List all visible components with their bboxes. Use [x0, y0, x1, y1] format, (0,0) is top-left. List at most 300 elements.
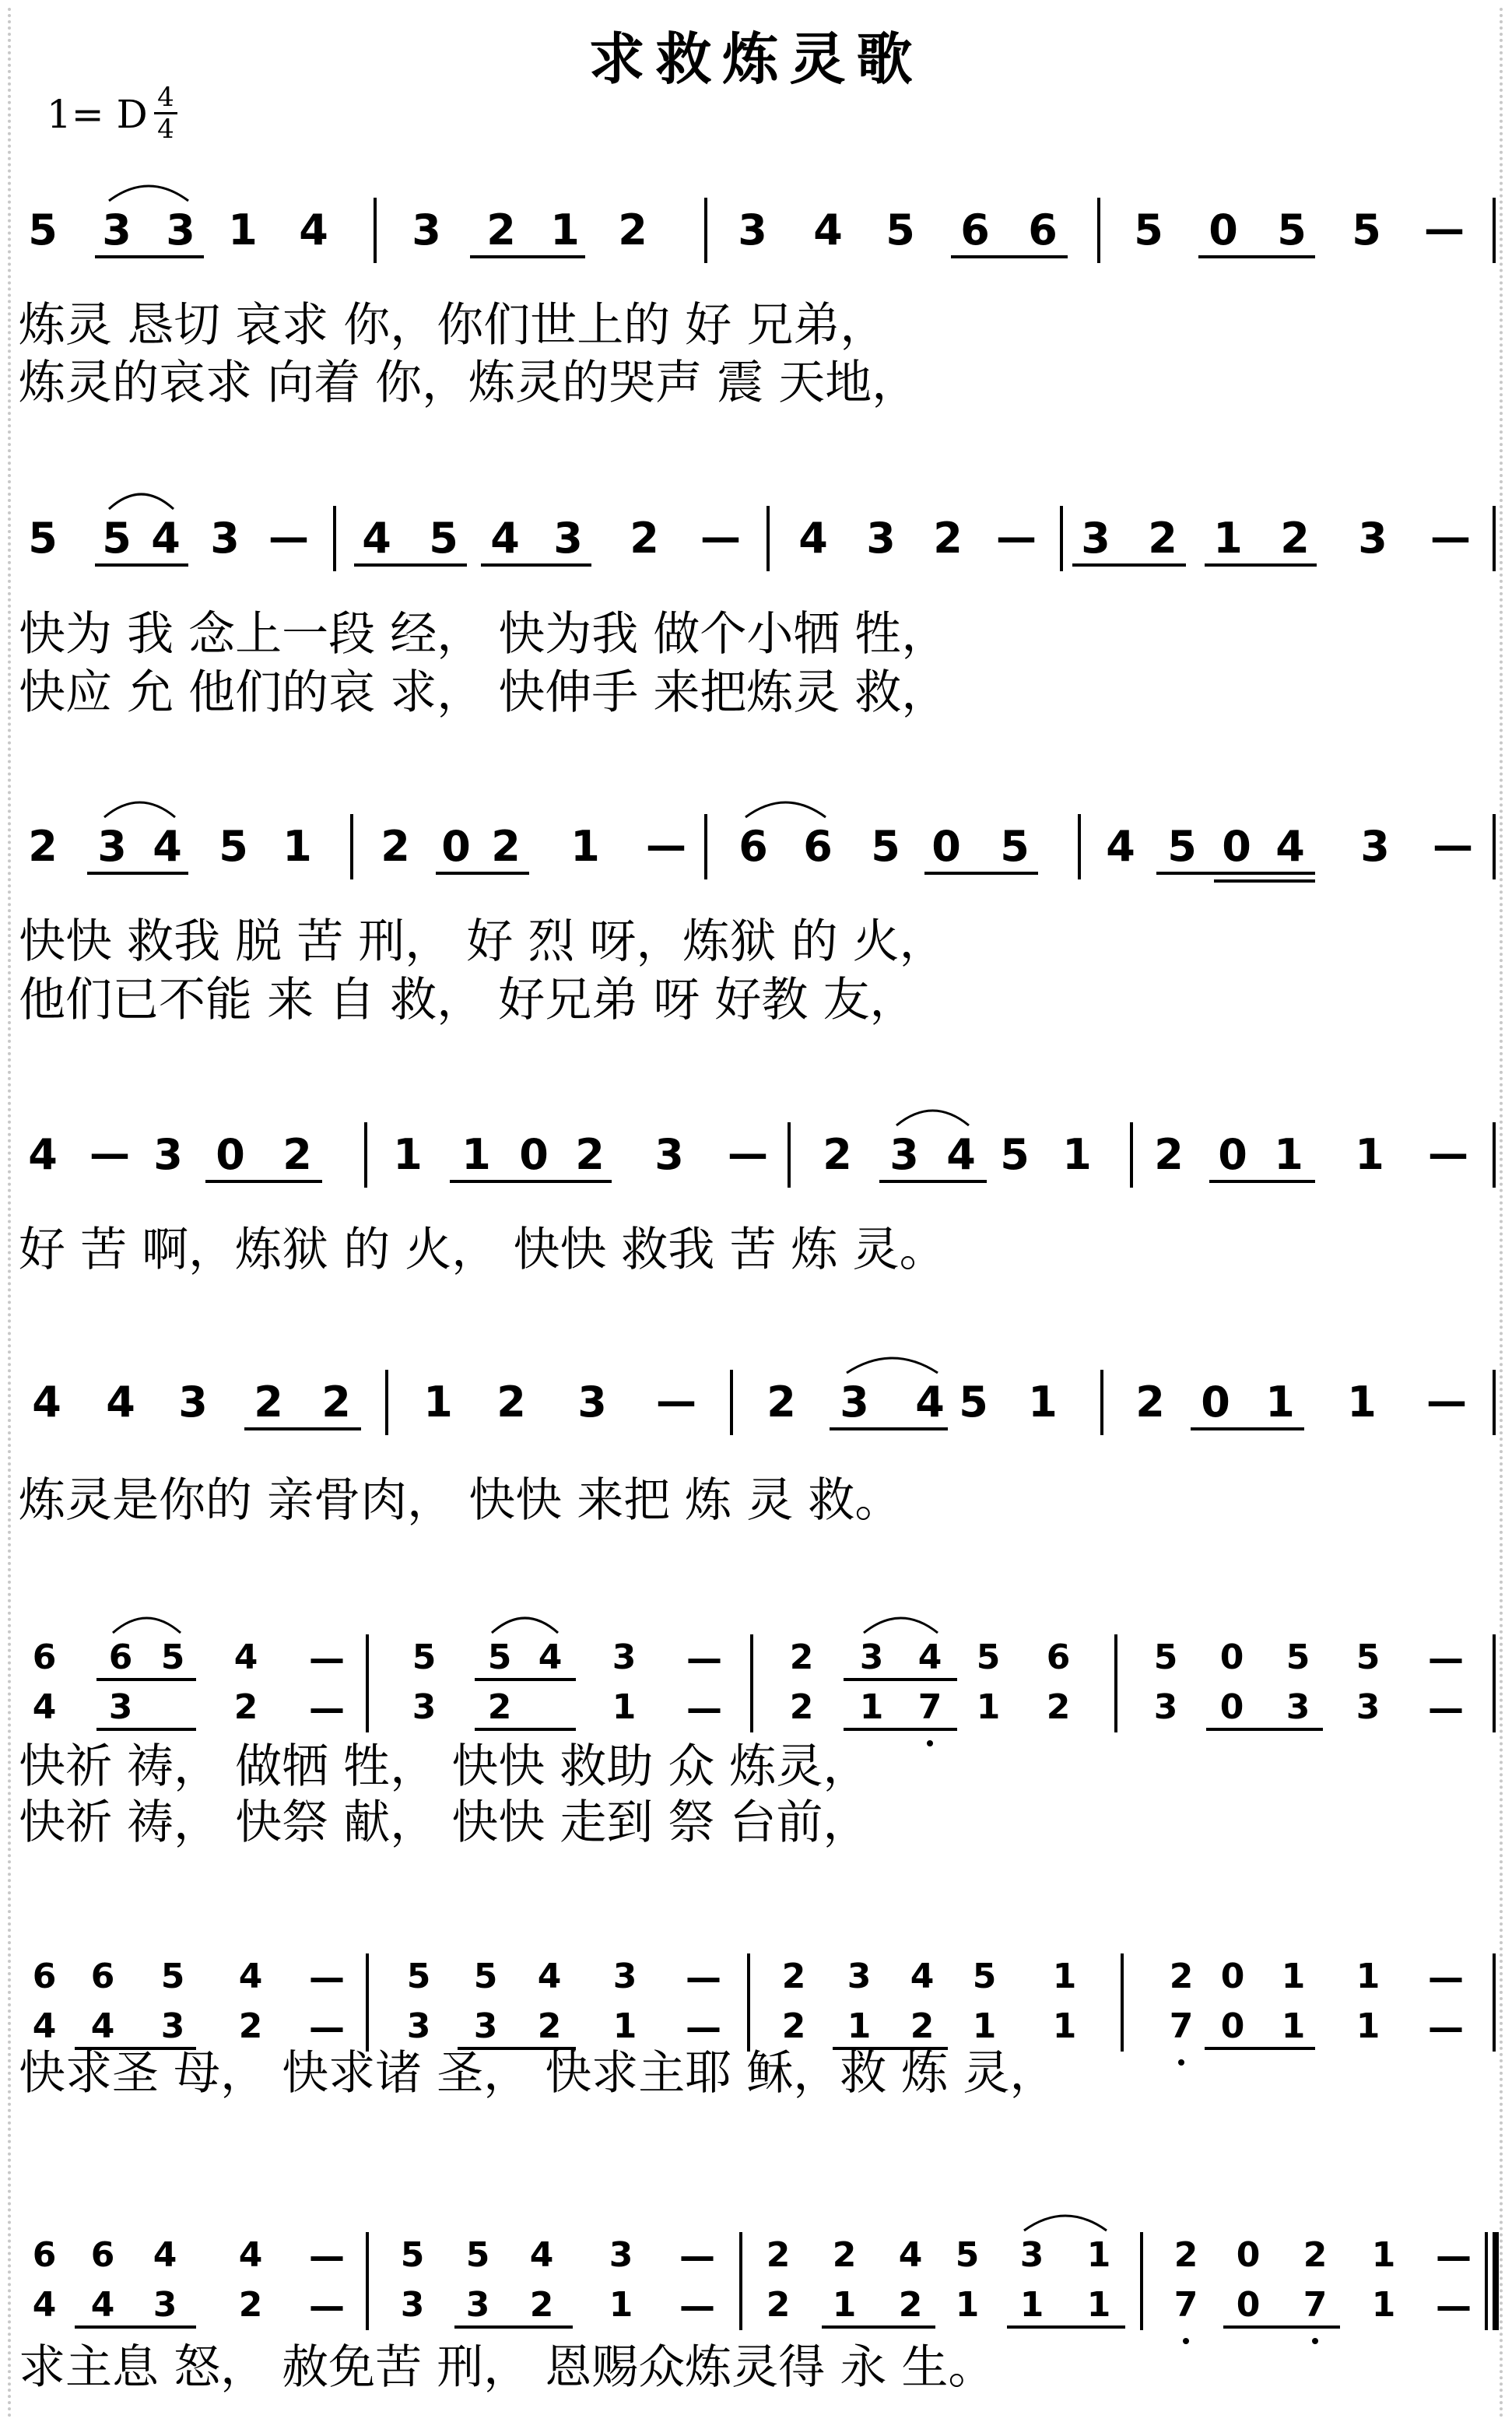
- note: 2: [381, 822, 410, 871]
- octave-dot: [927, 1740, 933, 1746]
- note-lower: 2: [789, 1687, 814, 1727]
- note-lower: —: [1428, 2006, 1464, 2048]
- note-upper: 3: [859, 1637, 884, 1677]
- note: 3: [577, 1378, 607, 1427]
- note-lower: 2: [898, 2285, 923, 2325]
- barline: [385, 1370, 388, 1435]
- note-upper: —: [309, 1637, 345, 1680]
- note-lower: 1: [832, 2285, 857, 2325]
- note-upper: 3: [847, 1957, 872, 1996]
- beam-underline: [95, 255, 204, 258]
- note: 2: [767, 1378, 796, 1427]
- note: 5: [1352, 205, 1381, 254]
- barline: [366, 1634, 369, 1732]
- note: 3: [412, 205, 441, 254]
- note-lower: 1: [1019, 2285, 1044, 2325]
- note-upper: 1: [1086, 2235, 1111, 2275]
- note-lower: 3: [406, 2006, 431, 2046]
- note: 3: [1081, 514, 1110, 563]
- note-upper: 2: [781, 1957, 806, 1996]
- note-upper: 3: [1019, 2235, 1044, 2275]
- note-lower: 0: [1220, 2006, 1245, 2046]
- note-upper: 3: [609, 2235, 633, 2275]
- note: 4: [490, 514, 520, 563]
- note-lower: 1: [847, 2006, 872, 2046]
- note: 5: [28, 205, 58, 254]
- time-top: 4: [157, 82, 174, 113]
- note: 1: [1213, 514, 1243, 563]
- beam-underline: [96, 1678, 196, 1681]
- note-upper: 0: [1236, 2235, 1261, 2275]
- lyric-line: 炼灵的哀求 向着 你，炼灵的哭声 震 天地，: [19, 356, 919, 410]
- note: 2: [1135, 1378, 1165, 1427]
- note: 2: [1148, 514, 1177, 563]
- note: —: [268, 514, 309, 561]
- note-lower: 2: [487, 1687, 512, 1727]
- note: 2: [575, 1130, 605, 1179]
- note: 4: [106, 1378, 135, 1427]
- note: —: [1424, 206, 1465, 253]
- note-upper: 5: [1356, 1637, 1380, 1677]
- note-lower: 3: [465, 2285, 490, 2325]
- song-title: 求救炼灵歌: [588, 26, 924, 92]
- note: 5: [1134, 205, 1163, 254]
- beam-underline: [470, 255, 585, 258]
- note: 2: [282, 1130, 312, 1179]
- note-upper: 5: [412, 1637, 437, 1677]
- note-upper: 6: [90, 2235, 115, 2275]
- note: 2: [486, 205, 516, 254]
- note-lower: 2: [781, 2006, 806, 2046]
- barline: [1493, 1122, 1496, 1188]
- note-lower: 1: [1356, 2006, 1380, 2046]
- note-lower: —: [1428, 1687, 1464, 1729]
- note: 1: [1355, 1130, 1384, 1179]
- note: 5: [1000, 822, 1030, 871]
- note-upper: 1: [1281, 1957, 1306, 1996]
- barline: [1078, 814, 1081, 879]
- note-upper: 6: [32, 1637, 57, 1677]
- note-upper: 5: [1286, 1637, 1310, 1677]
- barline: [1493, 814, 1496, 879]
- note-lower: 1: [1281, 2006, 1306, 2046]
- note: 5: [1000, 1130, 1030, 1179]
- note: 1: [1028, 1378, 1058, 1427]
- barline: [364, 1122, 367, 1188]
- note: 1: [1347, 1378, 1377, 1427]
- note-upper: 6: [108, 1637, 133, 1677]
- beam-underline: [205, 1180, 322, 1183]
- note: 4: [1106, 822, 1135, 871]
- beam-underline: [1214, 879, 1315, 883]
- note-upper: 4: [910, 1957, 935, 1996]
- note-upper: 1: [1371, 2235, 1396, 2275]
- note: 3: [840, 1378, 869, 1427]
- barline: [366, 2232, 369, 2330]
- lyric-line: 快应 允 他们的哀 求， 快伸手 来把炼灵 救，: [19, 665, 949, 720]
- note-upper: —: [1428, 1957, 1464, 1999]
- note-lower: 2: [233, 1687, 258, 1727]
- note: 4: [813, 205, 843, 254]
- beam-underline: [1007, 2325, 1125, 2329]
- note-lower: 1: [612, 1687, 637, 1727]
- note-lower: 1: [609, 2285, 633, 2325]
- note: 3: [210, 514, 240, 563]
- note-lower: 3: [1356, 1687, 1380, 1727]
- barline: [1121, 1953, 1124, 2052]
- note: —: [656, 1378, 696, 1425]
- note-upper: 5: [976, 1637, 1001, 1677]
- note-upper: 4: [917, 1637, 942, 1677]
- note-lower: —: [1436, 2285, 1472, 2327]
- note: —: [700, 514, 741, 561]
- beam-underline: [354, 563, 467, 567]
- barline: [1130, 1122, 1133, 1188]
- note-upper: 4: [153, 2235, 177, 2275]
- note-lower: —: [309, 2006, 345, 2048]
- note: 5: [1167, 822, 1197, 871]
- beam-underline: [1156, 872, 1315, 875]
- note: —: [646, 823, 686, 869]
- note: 4: [798, 514, 828, 563]
- note: 4: [1275, 822, 1305, 871]
- note: 5: [959, 1378, 988, 1427]
- barline: [747, 1953, 750, 2052]
- final-barline: [1496, 2232, 1499, 2330]
- note: 0: [1209, 205, 1238, 254]
- note: 0: [441, 822, 471, 871]
- note: 3: [102, 205, 132, 254]
- note: 4: [362, 514, 391, 563]
- note: 1: [550, 205, 580, 254]
- note: —: [89, 1131, 130, 1178]
- note: 3: [866, 514, 896, 563]
- beam-underline: [95, 563, 188, 567]
- note: 3: [654, 1130, 684, 1179]
- note-lower: 7: [917, 1687, 942, 1727]
- barline: [1493, 198, 1496, 263]
- barline: [1100, 1370, 1103, 1435]
- note: 3: [1360, 822, 1390, 871]
- note: —: [1428, 1131, 1468, 1178]
- note: 1: [393, 1130, 423, 1179]
- note-upper: 5: [1153, 1637, 1178, 1677]
- note-upper: 6: [32, 2235, 57, 2275]
- note-upper: 4: [233, 1637, 258, 1677]
- note: 0: [1201, 1378, 1230, 1427]
- note-lower: —: [309, 1687, 345, 1729]
- note-lower: 7: [1303, 2285, 1328, 2325]
- note-lower: 2: [537, 2006, 562, 2046]
- note: 3: [178, 1378, 208, 1427]
- note: —: [996, 514, 1037, 561]
- barline: [730, 1370, 733, 1435]
- time-signature: [154, 82, 177, 145]
- octave-dot: [1312, 2338, 1318, 2344]
- note: 5: [28, 514, 58, 563]
- note: 4: [28, 1130, 58, 1179]
- barline: [333, 506, 336, 571]
- note: 0: [931, 822, 961, 871]
- note: 1: [1062, 1130, 1092, 1179]
- beam-underline: [475, 1678, 576, 1681]
- note: 3: [738, 205, 767, 254]
- note-upper: 4: [238, 1957, 263, 1996]
- note: 5: [102, 514, 132, 563]
- note-upper: 5: [160, 1957, 185, 1996]
- note-lower: 4: [90, 2285, 115, 2325]
- octave-dot: [1183, 2338, 1189, 2344]
- barline: [350, 814, 353, 879]
- note-upper: 6: [90, 1957, 115, 1996]
- note-lower: 1: [955, 2285, 980, 2325]
- note-upper: 2: [1303, 2235, 1328, 2275]
- note: 1: [461, 1130, 491, 1179]
- note: 4: [153, 822, 182, 871]
- barline: [1060, 506, 1063, 571]
- note: 0: [1218, 1130, 1247, 1179]
- barline: [374, 198, 377, 263]
- note: 1: [282, 822, 312, 871]
- note-lower: 1: [972, 2006, 997, 2046]
- note: 2: [28, 822, 58, 871]
- barline: [1493, 506, 1496, 571]
- final-barline: [1485, 2232, 1488, 2330]
- note-upper: —: [679, 2235, 715, 2277]
- note-upper: 1: [1052, 1957, 1077, 1996]
- note: 2: [321, 1378, 351, 1427]
- barline: [1114, 1634, 1117, 1732]
- lyric-line: 好 苦 啊，炼狱 的 火， 快快 救我 苦 炼 灵。: [19, 1223, 946, 1277]
- octave-dot: [1178, 2059, 1184, 2066]
- note-lower: 7: [1169, 2006, 1194, 2046]
- note-upper: 3: [612, 1957, 637, 1996]
- key-signature: 1= D: [47, 92, 148, 137]
- note: 4: [915, 1378, 945, 1427]
- note: 2: [496, 1378, 526, 1427]
- note-upper: 5: [972, 1957, 997, 1996]
- note-upper: —: [686, 1957, 721, 1999]
- note-upper: 4: [537, 1957, 562, 1996]
- barline: [767, 506, 770, 571]
- beam-underline: [75, 2325, 196, 2329]
- note-lower: 0: [1236, 2285, 1261, 2325]
- note-lower: 1: [976, 1687, 1001, 1727]
- note-upper: 2: [1169, 1957, 1194, 1996]
- time-bottom: 4: [157, 114, 174, 145]
- lyric-line: 快祈 祷， 快祭 献， 快快 走到 祭 台前，: [19, 1795, 870, 1850]
- lyric-line: 炼灵是你的 亲骨肉， 快快 来把 炼 灵 救。: [19, 1473, 902, 1528]
- note-lower: 3: [108, 1687, 133, 1727]
- note-upper: —: [686, 1637, 722, 1680]
- barline: [1140, 2232, 1143, 2330]
- beam-underline: [1206, 1728, 1323, 1731]
- note-upper: 1: [1356, 1957, 1380, 1996]
- beam-underline: [450, 1180, 612, 1183]
- note: 3: [1358, 514, 1387, 563]
- note-lower: 3: [153, 2285, 177, 2325]
- note: 3: [553, 514, 583, 563]
- note: 0: [519, 1130, 549, 1179]
- note-upper: 6: [1046, 1637, 1071, 1677]
- barline: [366, 1953, 369, 2052]
- note: 5: [871, 822, 900, 871]
- beam-underline: [1223, 2325, 1340, 2329]
- note: 6: [738, 822, 768, 871]
- note-upper: 5: [400, 2235, 425, 2275]
- note: 0: [216, 1130, 245, 1179]
- beam-underline: [436, 872, 529, 875]
- note-upper: 4: [898, 2235, 923, 2275]
- note-lower: —: [686, 1687, 722, 1729]
- barline: [1493, 1634, 1496, 1732]
- note: 6: [803, 822, 833, 871]
- note-lower: 1: [1052, 2006, 1077, 2046]
- note: 1: [1265, 1378, 1295, 1427]
- note-upper: 3: [612, 1637, 637, 1677]
- note-lower: 3: [1153, 1687, 1178, 1727]
- note-upper: —: [309, 2235, 345, 2277]
- lyric-line: 快快 救我 脱 苦 刑， 好 烈 呀，炼狱 的 火，: [19, 914, 946, 969]
- lyric-line: 快求圣 母， 快求诸 圣， 快求主耶 稣，救 炼 灵，: [19, 2046, 1057, 2101]
- note-lower: 4: [32, 2006, 57, 2046]
- note-lower: 1: [612, 2006, 637, 2046]
- note: —: [728, 1131, 768, 1178]
- lyric-line: 他们已不能 来 自 救， 好兄弟 呀 好教 友，: [19, 973, 917, 1027]
- beam-underline: [1205, 563, 1317, 567]
- note-lower: 2: [1046, 1687, 1071, 1727]
- note-lower: 0: [1219, 1687, 1244, 1727]
- note-lower: 3: [1286, 1687, 1310, 1727]
- beam-underline: [822, 2325, 935, 2329]
- note: —: [1430, 514, 1471, 561]
- barline: [739, 2232, 742, 2330]
- note-lower: 3: [473, 2006, 498, 2046]
- note-upper: 2: [1173, 2235, 1198, 2275]
- barline: [750, 1634, 753, 1732]
- note-lower: —: [686, 2006, 721, 2048]
- barline: [704, 198, 707, 263]
- note-upper: 5: [160, 1637, 185, 1677]
- note: —: [1433, 823, 1473, 869]
- lyric-line: 快祈 祷， 做牺 牲， 快快 救助 众 炼灵，: [19, 1739, 870, 1794]
- note: 1: [570, 822, 600, 871]
- beam-underline: [454, 2325, 573, 2329]
- note-upper: 6: [32, 1957, 57, 1996]
- note-lower: 4: [32, 2285, 57, 2325]
- note-upper: —: [1428, 1637, 1464, 1680]
- note: 1: [228, 205, 258, 254]
- beam-underline: [830, 1427, 948, 1430]
- note: 6: [960, 205, 990, 254]
- note-upper: 2: [766, 2235, 791, 2275]
- barline: [788, 1122, 791, 1188]
- note-upper: 4: [529, 2235, 554, 2275]
- note-lower: 1: [859, 1687, 884, 1727]
- beam-underline: [1191, 1427, 1304, 1430]
- note: 3: [153, 1130, 183, 1179]
- beam-underline: [1209, 1180, 1315, 1183]
- barline: [1493, 1953, 1496, 2052]
- note: —: [1426, 1378, 1467, 1425]
- note-lower: 2: [238, 2285, 263, 2325]
- note-upper: 5: [465, 2235, 490, 2275]
- note-lower: 4: [90, 2006, 115, 2046]
- lyric-line: 快为 我 念上一段 经， 快为我 做个小牺 牲，: [19, 607, 949, 662]
- beam-underline: [951, 255, 1068, 258]
- note-lower: 7: [1173, 2285, 1198, 2325]
- beam-underline: [1198, 255, 1315, 258]
- barline: [1097, 198, 1100, 263]
- note-upper: 0: [1219, 1637, 1244, 1677]
- note: 2: [491, 822, 521, 871]
- note-upper: 2: [789, 1637, 814, 1677]
- note: 3: [97, 822, 127, 871]
- note: 2: [630, 514, 659, 563]
- lyric-line: 求主息 怒， 赦免苦 刑， 恩赐众炼灵得 永 生。: [19, 2340, 995, 2395]
- note: 4: [946, 1130, 976, 1179]
- note-lower: 2: [910, 2006, 935, 2046]
- note-upper: 5: [487, 1637, 512, 1677]
- note-upper: 5: [955, 2235, 980, 2275]
- note-lower: 3: [400, 2285, 425, 2325]
- beam-underline: [96, 1728, 196, 1731]
- note: 1: [423, 1378, 453, 1427]
- note-lower: 4: [32, 1687, 57, 1727]
- note-lower: 3: [160, 2006, 185, 2046]
- note-lower: 2: [238, 2006, 263, 2046]
- note-upper: —: [1436, 2235, 1472, 2277]
- beam-underline: [879, 1180, 987, 1183]
- note: 3: [166, 205, 195, 254]
- note: 2: [1154, 1130, 1184, 1179]
- note-upper: 4: [538, 1637, 563, 1677]
- note-lower: 3: [412, 1687, 437, 1727]
- note-lower: 2: [766, 2285, 791, 2325]
- note: 5: [886, 205, 915, 254]
- note: 6: [1028, 205, 1058, 254]
- beam-underline: [1205, 2047, 1315, 2050]
- note: 5: [219, 822, 248, 871]
- note: 4: [151, 514, 181, 563]
- note: 4: [299, 205, 328, 254]
- note: 2: [254, 1378, 283, 1427]
- beam-underline: [475, 1728, 576, 1731]
- beam-underline: [244, 1427, 361, 1430]
- note: 2: [933, 514, 963, 563]
- lyric-line: 炼灵 恳切 哀求 你，你们世上的 好 兄弟，: [19, 298, 887, 353]
- note: 5: [429, 514, 458, 563]
- note-upper: 5: [473, 1957, 498, 1996]
- beam-underline: [844, 1678, 957, 1681]
- note: 5: [1277, 205, 1307, 254]
- note-upper: 4: [238, 2235, 263, 2275]
- beam-underline: [844, 1728, 957, 1731]
- note-lower: 2: [529, 2285, 554, 2325]
- note: 0: [1222, 822, 1251, 871]
- note-lower: —: [309, 2285, 345, 2327]
- beam-underline: [87, 872, 188, 875]
- note-upper: —: [309, 1957, 345, 1999]
- note: 1: [1274, 1130, 1303, 1179]
- note-upper: 2: [832, 2235, 857, 2275]
- beam-underline: [1072, 563, 1186, 567]
- note: 2: [1280, 514, 1310, 563]
- note-lower: 1: [1371, 2285, 1396, 2325]
- note: 3: [889, 1130, 919, 1179]
- note: 2: [823, 1130, 852, 1179]
- beam-underline: [481, 563, 591, 567]
